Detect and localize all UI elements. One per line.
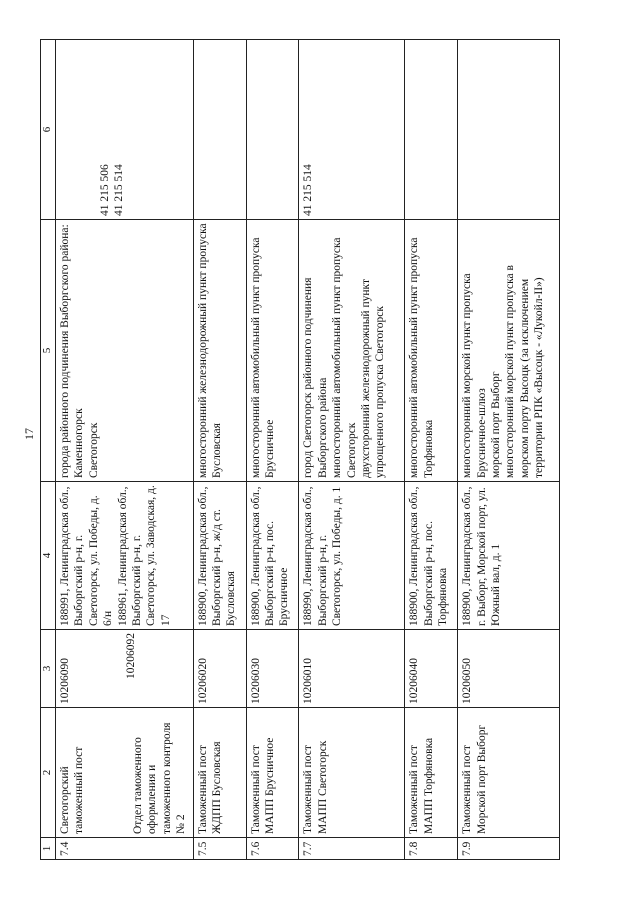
post-code: 10206020 — [193, 630, 246, 708]
row-number: 7.9 — [458, 838, 560, 860]
okato-cell — [246, 40, 299, 220]
post-address: 188900, Ленинградская обл., г. Выборг, Морской порт, ул. Южный вал, д. 1 — [458, 482, 560, 630]
okato-cell — [405, 40, 458, 220]
post-address: 188900, Ленинградская обл., Выборгский р-н, пос. Торфяновка — [405, 482, 458, 630]
post-name: Таможенный пост МАПП Торфяновка — [405, 708, 458, 838]
column-header-6: 6 — [41, 40, 56, 220]
post-code-cell — [56, 630, 194, 708]
table-row — [193, 40, 246, 860]
region-item: морской порт Выборг — [489, 371, 502, 478]
region-cell — [458, 220, 560, 482]
region-cell — [299, 220, 405, 482]
region-item: двухсторонний железнодорожный пункт упрощенного пропуска Светогорск — [359, 279, 387, 478]
post-address: 188990, Ленинградская обл., Выборгский р-н, г. Светогорск, ул. Победы, д. 1 — [299, 482, 405, 630]
row-number: 7.5 — [193, 838, 246, 860]
okato-cell — [56, 40, 194, 220]
region-text: многосторонний железнодорожный пункт пропуска Бусловская — [193, 220, 246, 482]
row-number: 7.8 — [405, 838, 458, 860]
column-header-5: 5 — [41, 220, 56, 482]
post-sub-name: Отдел таможенного оформления и таможенного контроля № 2 — [131, 722, 187, 834]
post-name: Таможенный пост МАПП Светогорск — [299, 708, 405, 838]
customs-posts-table — [40, 39, 560, 860]
okato-code: 41 215 514 — [113, 164, 126, 216]
table-row — [299, 40, 405, 860]
row-number: 7.7 — [299, 838, 405, 860]
post-name: Таможенный пост ЖДПП Бусловская — [193, 708, 246, 838]
post-sub-address: 188961, Ленинградская обл., Выборгский р-н, г. Светогорск, ул. Заводская, д. 17 — [116, 485, 172, 626]
row-number: 7.4 — [56, 838, 194, 860]
customs-posts-table-wrapper — [40, 40, 560, 860]
region-text: многосторонний морской пункт пропуска Брусничное-шлюз — [461, 273, 488, 478]
post-code: 10206090 — [59, 658, 71, 704]
okato-cell — [193, 40, 246, 220]
column-header-1: 1 — [41, 838, 56, 860]
post-code: 10206030 — [246, 630, 299, 708]
region-item: Светогорск — [87, 422, 100, 478]
row-number: 7.6 — [246, 838, 299, 860]
column-header-4: 4 — [41, 482, 56, 630]
post-sub-code: 10206092 — [125, 633, 138, 679]
region-text: города районного подчинения Выборгского района: — [59, 224, 71, 478]
table-row — [405, 40, 458, 860]
table-row — [458, 40, 560, 860]
post-code: 10206010 — [299, 630, 405, 708]
region-item: многосторонний автомобильный пункт пропуска Светогорск — [331, 237, 358, 478]
page-number: 17 — [22, 428, 36, 440]
table-row — [56, 40, 194, 860]
post-code: 10206040 — [405, 630, 458, 708]
post-name: Таможенный пост МАПП Брусничное — [246, 708, 299, 838]
post-code: 10206050 — [458, 630, 560, 708]
okato-code: 41 215 514 — [302, 164, 315, 216]
okato-cell — [458, 40, 560, 220]
region-text: город Светогорск районного подчинения Выборгского района — [302, 277, 329, 478]
post-name: Светогорский таможенный пост — [59, 746, 86, 834]
okato-code: 41 215 506 — [99, 164, 111, 216]
region-text: многосторонний автомобильный пункт пропуска Торфяновка — [405, 220, 458, 482]
region-cell — [56, 220, 194, 482]
column-header-3: 3 — [41, 630, 56, 708]
region-text: многосторонний автомобильный пункт пропуска Брусничное — [246, 220, 299, 482]
post-name-cell — [56, 708, 194, 838]
okato-cell — [299, 40, 405, 220]
post-address-cell — [56, 482, 194, 630]
table-row — [246, 40, 299, 860]
header-row — [41, 40, 56, 860]
region-item: многосторонний морской пункт пропуска в морском порту Высоцк (за исключением территории РПК «Высоцк - «Лукойл-II») — [504, 265, 546, 478]
post-address: 188900, Ленинградская обл., Выборгский р-н, пос. Брусничное — [246, 482, 299, 630]
post-address: 188991, Ленинградская обл., Выборгский р-н, г. Светогорск, ул. Победы, д. 6/н — [59, 486, 115, 626]
region-item: Каменногорск — [73, 408, 86, 478]
column-header-2: 2 — [41, 708, 56, 838]
post-name: Таможенный пост Морской порт Выборг — [458, 708, 560, 838]
post-address: 188900, Ленинградская обл., Выборгский р-н, ж/д ст. Бусловская — [193, 482, 246, 630]
